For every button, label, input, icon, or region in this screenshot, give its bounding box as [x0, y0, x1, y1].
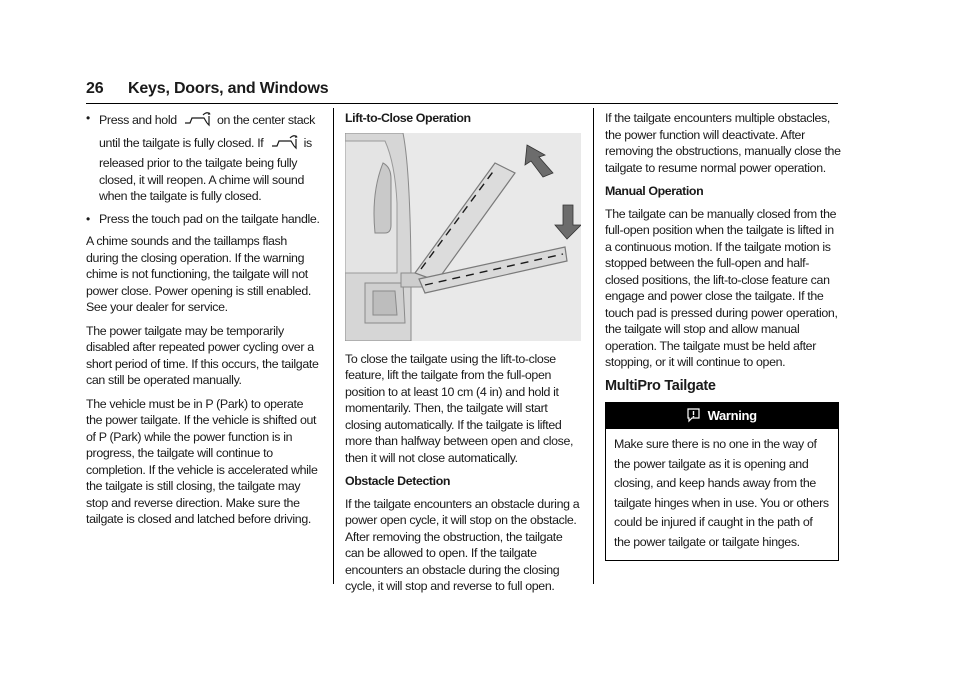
paragraph: The vehicle must be in P (Park) to operate the power tailgate. If the vehicle is shifted out of P (Park) while the power function is in progress, the tailgate will continue to completion. If the vehicle is accelerated while the tailgate is still closing, the tailgate may stop and reverse direction. Make sure the tailgate is closed and latched before driving.	[86, 396, 318, 526]
warning-text: Make sure there is no one in the way of the power tailgate as it is opening and closing, and keep hands away from the tailgate hinges when in use. You or others could be injured if caught in the path of the power tailgate or tailgate hinges.	[614, 437, 829, 549]
paragraph: If the tailgate encounters multiple obstacles, the power function will deactivate. After removing the obstructions, manually close the tailgate to resume normal power operation.	[605, 111, 841, 175]
tailgate-lift-illustration	[345, 133, 581, 341]
warning-header	[606, 403, 838, 429]
warning-body	[606, 429, 838, 560]
warning-box	[605, 402, 839, 561]
tailgate-icon	[182, 110, 212, 133]
bullet1-text-end: is released prior to the tailgate being fully closed, it will reopen. A chime will sound when the tailgate is fully closed.	[99, 135, 312, 203]
warning-icon	[687, 406, 700, 432]
tailgate-icon-2	[269, 133, 299, 156]
paragraph: If the tailgate encounters an obstacle during a power open cycle, it will stop on the obstacle. After removing the obstruction, the tailgate can be allowed to open. If the tailgate encounters an obstacle during the closing cycle, it will stop and reverse to full open.	[345, 496, 580, 593]
column-2	[345, 110, 581, 602]
column-3	[605, 110, 841, 561]
column-divider-1	[333, 108, 334, 584]
bullet1-text-start: Press and hold	[99, 113, 177, 127]
subheading-manual-operation: Manual Operation	[605, 184, 704, 198]
heading-multipro-tailgate: MultiPro Tailgate	[605, 377, 716, 394]
page-number: 26	[86, 80, 104, 97]
paragraph: The power tailgate may be temporarily disabled after repeated power cycling over a short period of time. If this occurs, the tailgate can still be operated manually.	[86, 323, 319, 387]
bullet1-text-mid: on the center stack until the tailgate is fully closed. If	[99, 113, 315, 150]
paragraph: The tailgate can be manually closed from the full-open position when the tailgate is lifted in a continuous motion. If the tailgate motion is stopped between the full-open and half-closed positions, the lift-to-close feature can engage and power close the tailgate. If the touch pad is pressed during power operation, the tailgate will stop and allow manual operation. The tailgate must be held after stopping, or it will continue to open.	[605, 206, 838, 369]
paragraph: To close the tailgate using the lift-to-close feature, lift the tailgate from the full-open position to at least 10 cm (4 in) and hold it momentarily. Then, the tailgate will start closing automatically. If the tailgate is lifted more than halfway between open and close, then it will not close automatically.	[345, 351, 574, 465]
column-divider-2	[593, 108, 594, 584]
section-title: Keys, Doors, and Windows	[128, 80, 329, 97]
bullet-item-1	[86, 110, 322, 205]
warning-title: Warning	[707, 408, 757, 423]
bullet-item-2: • Press the touch pad on the tailgate handle.	[86, 211, 322, 228]
subheading-obstacle-detection: Obstacle Detection	[345, 474, 451, 488]
subheading-lift-to-close: Lift-to-Close Operation	[345, 111, 471, 125]
paragraph: A chime sounds and the taillamps flash during the closing operation. If the warning chime is not functioning, the tailgate will not power close. Power opening is still enabled. See your dealer for service.	[86, 234, 311, 314]
header-rule	[86, 103, 838, 104]
column-1	[86, 110, 322, 535]
